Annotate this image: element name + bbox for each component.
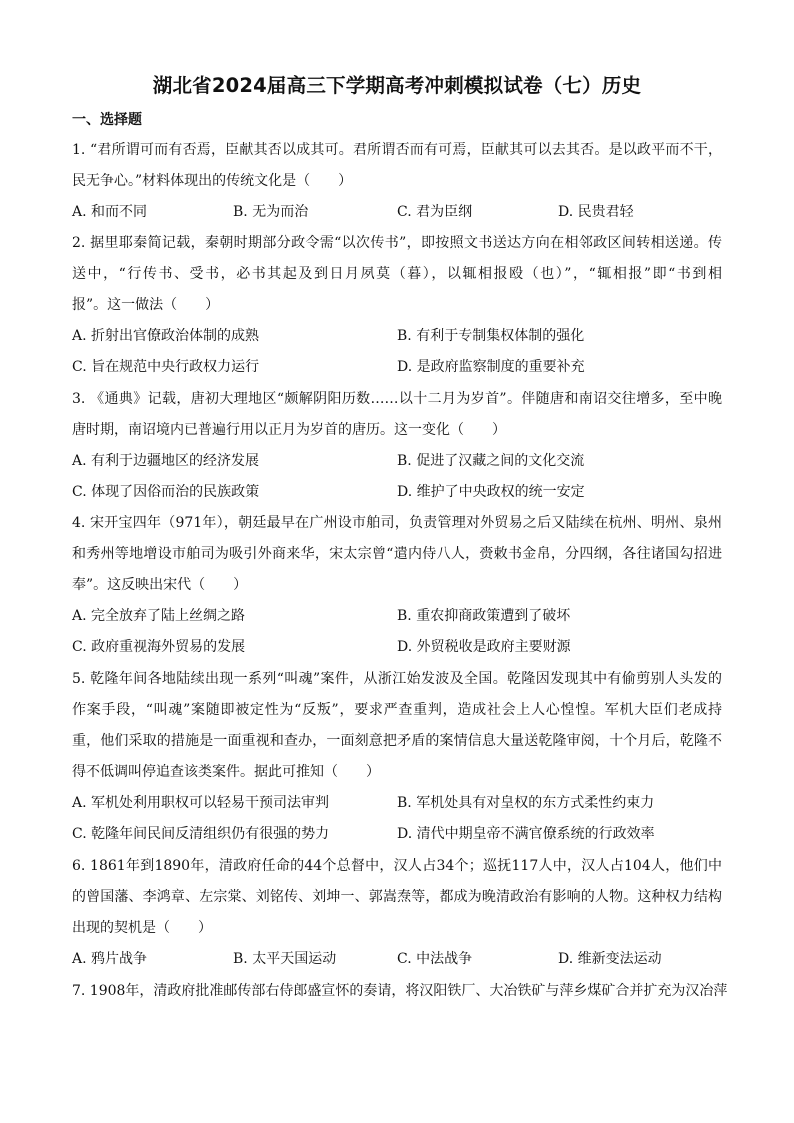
question-2-line-1: 2. 据里耶秦简记载，秦朝时期部分政令需“以次传书”，即按照文书送达方向在相邻政区间转相送递。传 [72, 235, 722, 251]
question-4-option-b: B. 重农抑商政策遭到了破坏 [397, 608, 571, 624]
question-4-option-a: A. 完全放弃了陆上丝绸之路 [72, 608, 246, 624]
question-1-line-2: 民无争心。”材料体现出的传统文化是（ ） [72, 173, 353, 189]
page-title: 湖北省2024届高三下学期高考冲刺模拟试卷（七）历史 [152, 74, 642, 97]
question-3-line-2: 唐时期，南诏境内已普遍行用以正月为岁首的唐历。这一变化（ ） [72, 422, 506, 438]
question-5-line-3: 重，他们采取的措施是一面重视和查办，一面刻意把矛盾的案情信息大量送乾隆审阅，十个月后，乾隆不 [72, 733, 722, 749]
question-7-line-1: 7. 1908年，清政府批准邮传部右侍郎盛宣怀的奏请，将汉阳铁厂、大冶铁矿与萍乡煤矿合并扩充为汉冶萍 [72, 983, 728, 999]
question-2-option-d: D. 是政府监察制度的重要补充 [397, 359, 585, 375]
question-6-line-3: 出现的契机是（ ） [72, 920, 212, 936]
question-3-option-a: A. 有利于边疆地区的经济发展 [72, 453, 260, 469]
question-2-option-c: C. 旨在规范中央行政权力运行 [72, 359, 260, 375]
question-5-option-c: C. 乾隆年间民间反清组织仍有很强的势力 [72, 826, 330, 842]
section-heading: 一、选择题 [72, 112, 142, 128]
question-2-line-2: 送中，“行传书、受书，必书其起及到日月夙莫（暮），以辄相报殴（也）”，“辄相报”即“书到相 [72, 266, 722, 282]
question-1-option-a: A. 和而不同 [72, 204, 148, 220]
question-6-option-a: A. 鸦片战争 [72, 951, 148, 967]
question-3-line-1: 3. 《通典》记载，唐初大理地区“颇解阴阳历数……以十二月为岁首”。伴随唐和南诏交往增多，至中晚 [72, 391, 722, 407]
question-5-option-d: D. 清代中期皇帝不满官僚系统的行政效率 [397, 826, 655, 842]
question-6-option-c: C. 中法战争 [397, 951, 473, 967]
question-6-line-1: 6. 1861年到1890年，清政府任命的44个总督中，汉人占34个；巡抚117人中，汉人占104人，他们中 [72, 858, 722, 874]
question-6-option-d: D. 维新变法运动 [558, 951, 662, 967]
question-6-line-2: 的曾国藩、李鸿章、左宗棠、刘铭传、刘坤一、郭嵩焘等，都成为晚清政治有影响的人物。这种权力结构 [72, 889, 722, 905]
question-5-line-2: 作案手段，“叫魂”案随即被定性为“反叛”，要求严查重判，造成社会上人心惶惶。军机大臣们老成持 [72, 702, 722, 718]
question-3-option-c: C. 体现了因俗而治的民族政策 [72, 484, 260, 500]
question-4-option-d: D. 外贸税收是政府主要财源 [397, 639, 571, 655]
question-4-line-2: 和秀州等地增设市舶司为吸引外商来华，宋太宗曾“遣内侍八人，赍敕书金帛，分四纲，各往诸国勾招进 [72, 546, 722, 562]
question-6-option-b: B. 太平天国运动 [233, 951, 337, 967]
question-2-option-b: B. 有利于专制集权体制的强化 [397, 328, 585, 344]
question-5-line-1: 5. 乾隆年间各地陆续出现一系列“叫魂”案件，从浙江始发波及全国。乾隆因发现其中有偷剪别人头发的 [72, 671, 722, 687]
question-1-option-d: D. 民贵君轻 [558, 204, 634, 220]
question-3-option-d: D. 维护了中央政权的统一安定 [397, 484, 585, 500]
question-4-line-1: 4. 宋开宝四年（971年），朝廷最早在广州设市舶司，负责管理对外贸易之后又陆续在杭州、明州、泉州 [72, 515, 722, 531]
question-5-line-4: 得不低调叫停追查该类案件。据此可推知（ ） [72, 764, 380, 780]
question-2-option-a: A. 折射出官僚政治体制的成熟 [72, 328, 260, 344]
question-4-option-c: C. 政府重视海外贸易的发展 [72, 639, 246, 655]
question-5-option-b: B. 军机处具有对皇权的东方式柔性约束力 [397, 795, 655, 811]
question-4-line-3: 奉”。这反映出宋代（ ） [72, 577, 248, 593]
question-5-option-a: A. 军机处利用职权可以轻易干预司法审判 [72, 795, 330, 811]
question-1-option-c: C. 君为臣纲 [397, 204, 473, 220]
question-3-option-b: B. 促进了汉藏之间的文化交流 [397, 453, 585, 469]
question-1-option-b: B. 无为而治 [233, 204, 309, 220]
question-2-line-3: 报”。这一做法（ ） [72, 297, 220, 313]
question-1-line-1: 1. “君所谓可而有否焉，臣献其否以成其可。君所谓否而有可焉，臣献其可以去其否。是以政平而不干， [72, 142, 722, 158]
